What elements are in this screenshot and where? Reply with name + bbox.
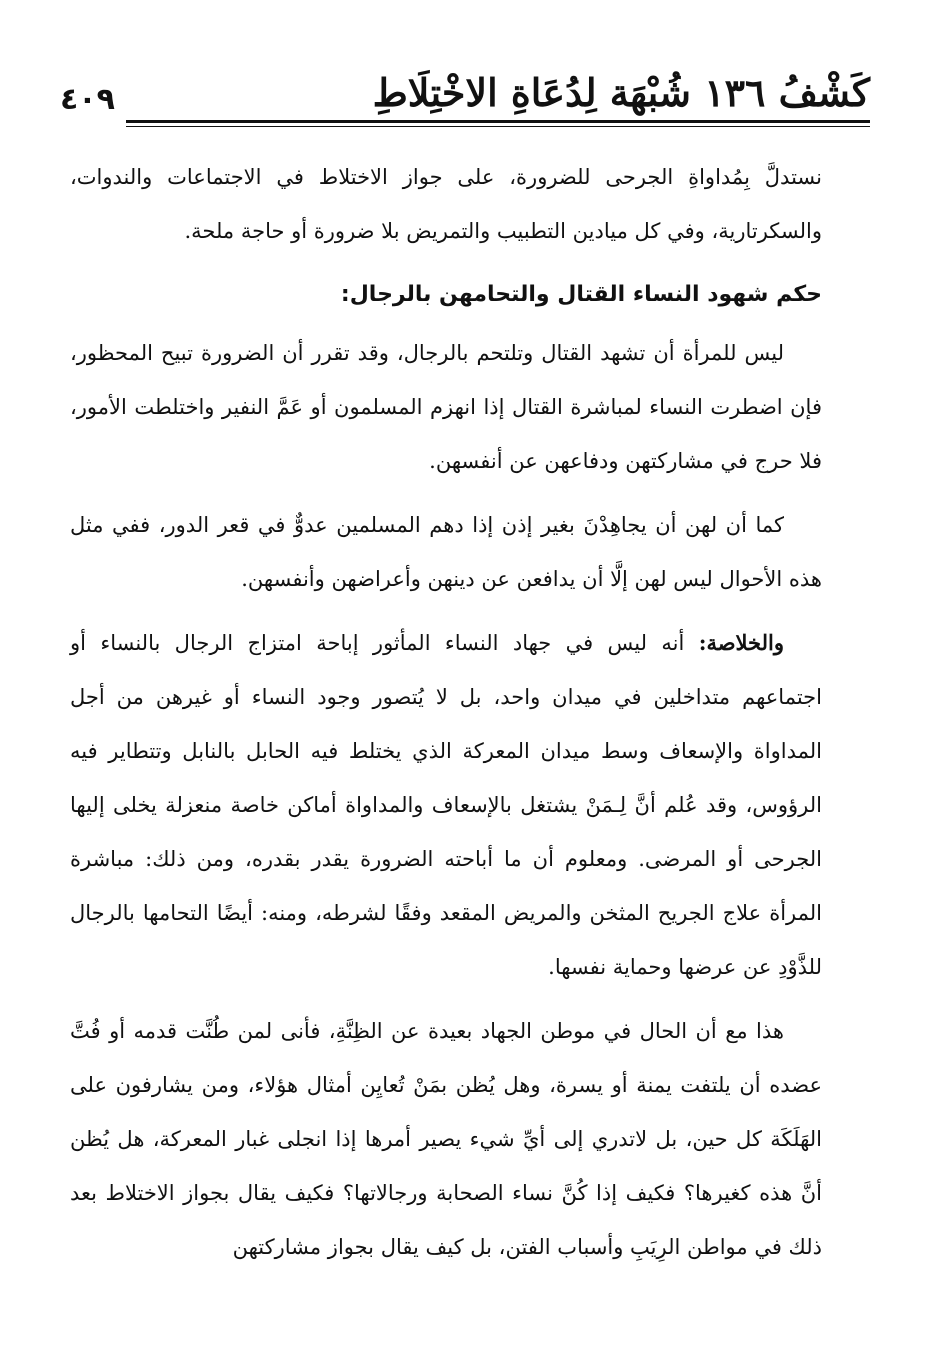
page-header bbox=[60, 70, 870, 130]
paragraph-text: ليس للمرأة أن تشهد القتال وتلتحم بالرجال، وقد تقرر أن الضرورة تبيح المحظور، فإن اضطرت النساء لمباشرة القتال إذا انهزم المسلمون أو عَمَّ النفير واختلطت الأمور، فلا حرج في مشاركتهن ودفاعهن عن أنفسهن. bbox=[70, 341, 822, 473]
paragraph bbox=[70, 326, 822, 488]
conclusion-label: والخلاصة: bbox=[698, 630, 784, 655]
page-body bbox=[70, 150, 822, 1284]
header-rule-thin bbox=[126, 126, 870, 127]
paragraph bbox=[70, 1004, 822, 1274]
paragraph-intro bbox=[70, 150, 822, 258]
paragraph-conclusion bbox=[70, 616, 822, 994]
paragraph-text: كما أن لهن أن يجاهِدْنَ بغير إذن إذا دهم المسلمين عدوٌّ في قعر الدور، ففي مثل هذه الأحوال ليس لهن إلَّا أن يدافعن عن دينهن وأعراضهن وأنفسهن. bbox=[70, 513, 822, 591]
section-heading: حكم شهود النساء القتال والتحامهن بالرجال: bbox=[340, 282, 822, 307]
paragraph bbox=[70, 498, 822, 606]
page-number: ٤٠٩ bbox=[60, 82, 115, 117]
paragraph-text: أنه ليس في جهاد النساء المأثور إباحة امتزاج الرجال بالنساء أو اجتماعهم متداخلين في ميدان واحد، بل لا يُتصور وجود النساء أو غيرهن من أجل المداواة والإسعاف وسط ميدان المعركة الذي يختلط فيه الحابل بالنابل وتتطاير فيه الرؤوس، وقد عُلم أنَّ لِـمَنْ يشتغل بالإسعاف والمداواة أماكن خاصة منعزلة يخلى إليها الجرحى أو المرضى. ومعلوم أن ما أباحته الضرورة يقدر بقدره، ومن ذلك: مباشرة المرأة علاج الجريح المثخن والمريض المقعد وفقًا لشرطه، ومنه: أيضًا التحامها بالرجال للذَّوْدِ عن عرضها وحماية نفسها. bbox=[70, 631, 822, 979]
header-rule bbox=[126, 120, 870, 123]
paragraph-text: هذا مع أن الحال في موطن الجهاد بعيدة عن الظِنَّةِ، فأنى لمن طُنَّت قدمه أو فُتَّ عضده أن يلتفت يمنة أو يسرة، وهل يُظن بمَنْ تُعايِن أمثال هؤلاء، ومن يشارفون على الهَلَكَة كل حين، بل لاتدري إلى أيِّ شيء يصير أمرها إذا انجلى غبار المعركة، هل يُظن أنَّ هذه كغيرها؟ فكيف إذا كُنَّ نساء الصحابة ورجالاتها؟ فكيف يقال بجواز الاختلاط بعد ذلك في مواطن الرِيَبِ وأسباب الفتن، بل كيف يقال بجواز مشاركتهن bbox=[70, 1019, 822, 1259]
paragraph-text: نستدلَّ بِمُداواةِ الجرحى للضرورة، على جواز الاختلاط في الاجتماعات والندوات، والسكرتارية، وفي كل ميادين التطبيب والتمريض بلا ضرورة أو حاجة ملحة. bbox=[70, 165, 822, 243]
running-title: كَشْفُ ١٣٦ شُبْهَة لِدُعَاةِ الاخْتِلَاطِ bbox=[372, 70, 870, 115]
